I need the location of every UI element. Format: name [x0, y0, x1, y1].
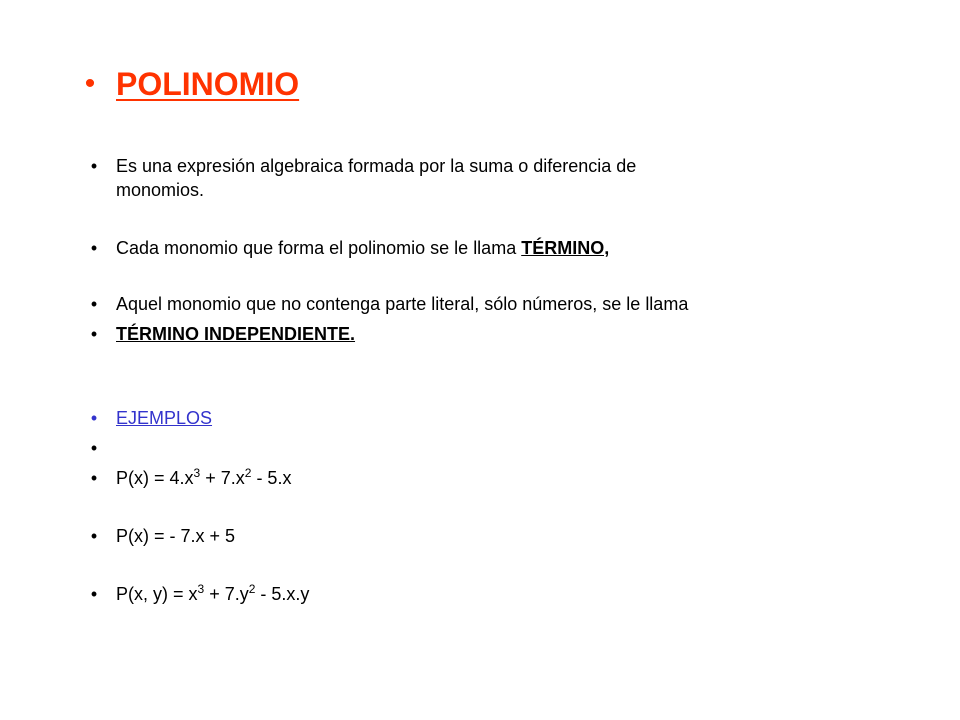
title-bullet: •: [84, 67, 96, 100]
independiente-keyword: TÉRMINO INDEPENDIENTE.: [116, 324, 356, 344]
example-3-exponent-1: 3: [197, 582, 205, 596]
example-1-part-a: P(x) = 4.x: [116, 468, 194, 488]
example-1-expression: [116, 466, 291, 490]
bullet-marker: •: [90, 468, 98, 488]
example-3-part-c: - 5.x.y: [255, 584, 310, 604]
example-1-part-c: - 5.x: [251, 468, 292, 488]
example-1-part-b: + 7.x: [200, 468, 245, 488]
termino-text: [116, 236, 609, 260]
bullet-marker: •: [90, 408, 98, 428]
slide-title: POLINOMIO: [116, 66, 300, 102]
title-row: [0, 60, 960, 110]
independiente-desc: Aquel monomio que no contenga parte literal, sólo números, se le llama: [116, 294, 689, 314]
definition-line-2: monomios.: [116, 180, 205, 200]
example-3-part-a: P(x, y) = x: [116, 584, 198, 604]
bullet-marker: •: [90, 584, 98, 604]
termino-keyword: TÉRMINO,: [521, 238, 610, 258]
examples-link[interactable]: EJEMPLOS: [116, 408, 213, 428]
bullet-marker: •: [90, 526, 98, 546]
example-3-part-b: + 7.y: [204, 584, 249, 604]
example-3-exponent-2: 2: [248, 582, 256, 596]
example-1-exponent-2: 2: [244, 466, 252, 480]
example-2-expression: P(x) = - 7.x + 5: [116, 526, 236, 546]
example-1-exponent-1: 3: [193, 466, 201, 480]
bullet-marker: •: [90, 324, 98, 344]
example-3-expression: [116, 582, 309, 606]
termino-prefix: Cada monomio que forma el polinomio se le llama: [116, 238, 522, 258]
bullet-marker: •: [90, 294, 98, 314]
bullet-marker: •: [90, 438, 98, 458]
bullet-marker: •: [90, 156, 98, 176]
bullet-marker: •: [90, 238, 98, 258]
definition-line-1: Es una expresión algebraica formada por la suma o diferencia de: [116, 156, 637, 176]
